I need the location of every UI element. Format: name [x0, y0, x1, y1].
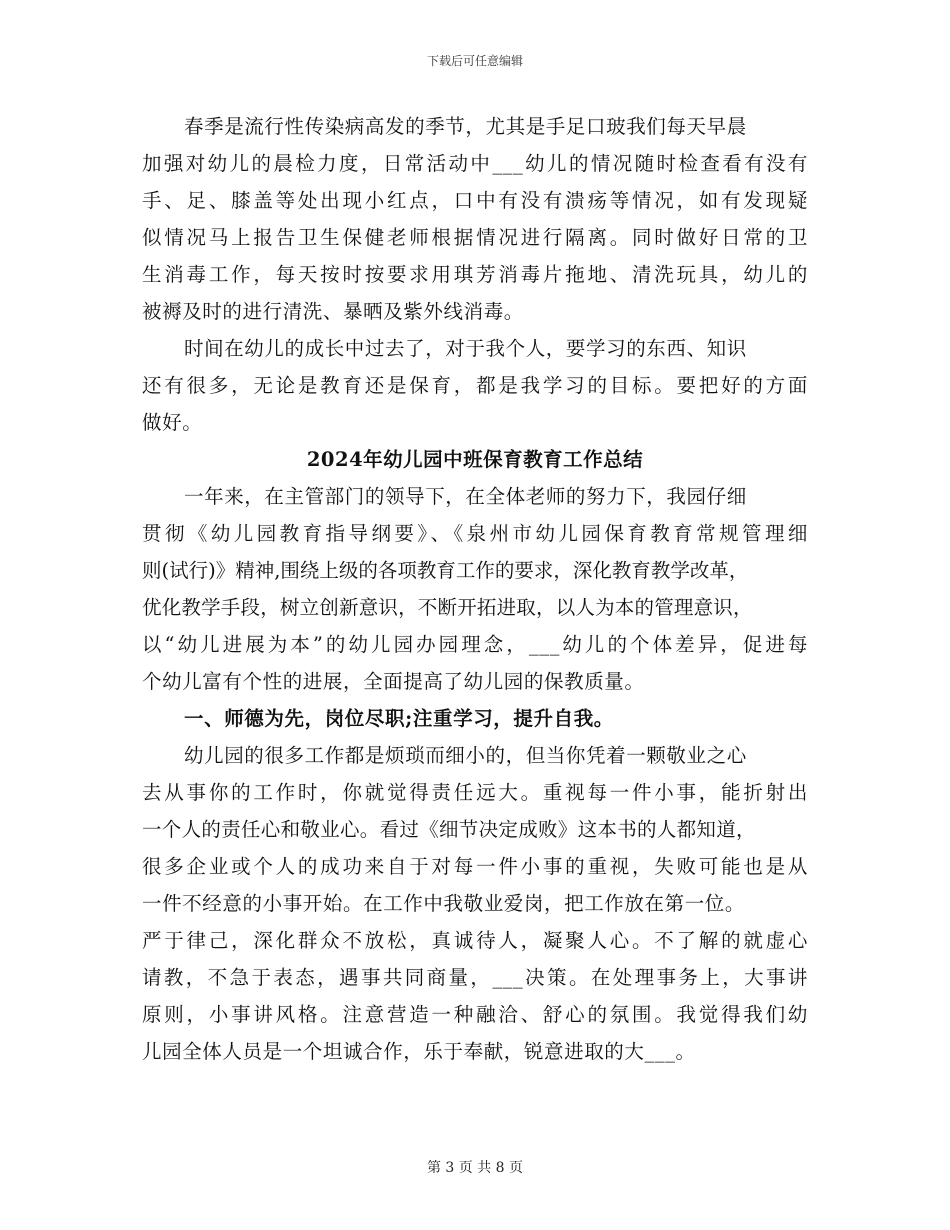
- paragraph-line: 幼儿园的很多工作都是烦琐而细小的，但当你凭着一颗敬业之心: [184, 744, 747, 767]
- paragraph-line: 优化教学手段，树立创新意识，不断开拓进取，以人为本的管理意识，: [142, 596, 753, 619]
- paragraph-line: 一件不经意的小事开始。在工作中我敬业爱岗，把工作放在第一位。: [142, 892, 746, 915]
- paragraph-line: 则(试行)》精神,围绕上级的各项教育工作的要求，深化教育教学改革，: [142, 559, 749, 582]
- paragraph-line: 去从事你的工作时，你就觉得责任远大。重视每一件小事，能折射出: [142, 781, 808, 804]
- paragraph-line: 以“幼儿进展为本”的幼儿园办园理念，___幼儿的个体差异，促进每: [142, 633, 808, 656]
- paragraph-line: 个幼儿富有个性的进展，全面提高了幼儿园的保教质量。: [142, 670, 645, 693]
- paragraph-line: 严于律己，深化群众不放松，真诚待人，凝聚人心。不了解的就虚心: [142, 929, 808, 952]
- section-title: 2024年幼儿园中班保育教育工作总结: [306, 448, 644, 471]
- paragraph-line: 时间在幼儿的成长中过去了，对于我个人，要学习的东西、知识: [184, 337, 747, 360]
- paragraph-line: 一年来，在主管部门的领导下，在全体老师的努力下，我园仔细: [184, 485, 747, 508]
- paragraph-line: 似情况马上报告卫生保健老师根据情况进行隔离。同时做好日常的卫: [142, 226, 808, 249]
- page-header: 下载后可任意编辑: [426, 54, 523, 68]
- paragraph-line: 做好。: [142, 411, 203, 434]
- paragraph-line: 请教，不急于表态，遇事共同商量，___决策。在处理事务上，大事讲: [142, 966, 808, 989]
- paragraph-line: 贯彻《幼儿园教育指导纲要》、《泉州市幼儿园保育教育常规管理细: [142, 522, 808, 545]
- paragraph-line: 生消毒工作，每天按时按要求用琪芳消毒片拖地、清洗玩具，幼儿的: [142, 263, 808, 286]
- section-heading: 一、师德为先，岗位尽职;注重学习，提升自我。: [184, 707, 614, 730]
- document-body: [142, 108, 808, 1070]
- paragraph-line: 还有很多，无论是教育还是保育，都是我学习的目标。要把好的方面: [142, 374, 808, 397]
- paragraph-line: 加强对幼儿的晨检力度，日常活动中___幼儿的情况随时检查看有没有: [142, 152, 808, 175]
- paragraph-line: 原则，小事讲风格。注意营造一种融洽、舒心的氛围。我觉得我们幼: [142, 1003, 808, 1026]
- paragraph-line: 一个人的责任心和敬业心。看过《细节决定成败》这本书的人都知道，: [142, 818, 756, 841]
- page-footer: 第 3 页 共 8 页: [426, 1160, 524, 1176]
- paragraph-line: 被褥及时的进行清洗、暴晒及紫外线消毒。: [142, 300, 524, 323]
- paragraph-line: 很多企业或个人的成功来自于对每一件小事的重视，失败可能也是从: [142, 855, 808, 878]
- paragraph-line: 春季是流行性传染病高发的季节，尤其是手足口玻我们每天早晨: [184, 115, 747, 138]
- paragraph-line: 手、足、膝盖等处出现小红点，口中有没有溃疡等情况，如有发现疑: [142, 189, 808, 212]
- paragraph-line: 儿园全体人员是一个坦诚合作，乐于奉献，锐意进取的大___。: [142, 1040, 696, 1063]
